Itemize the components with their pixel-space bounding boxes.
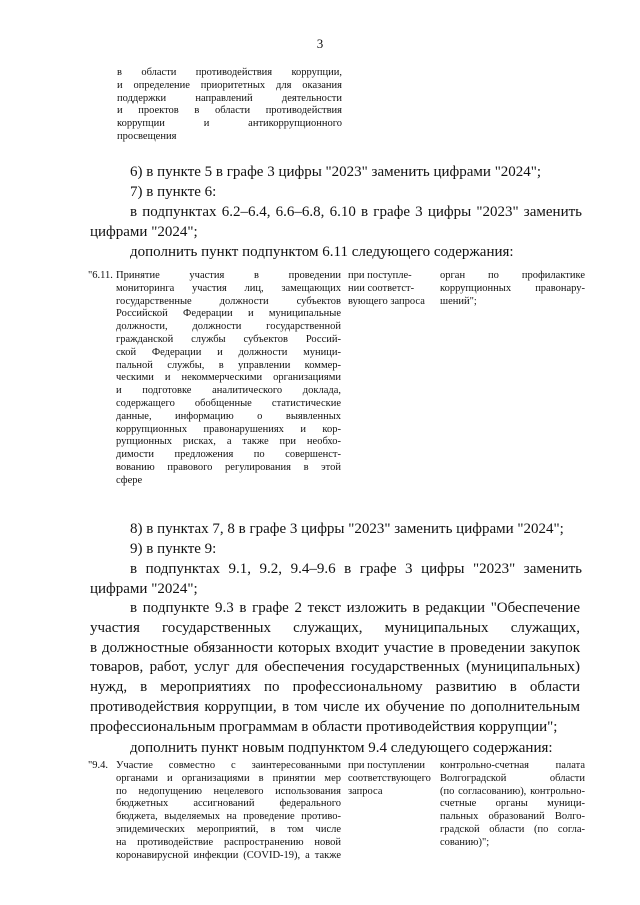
text-line: градской области (по согла- <box>440 823 585 835</box>
text-line: пальной службы, в управлении коммер- <box>116 359 341 371</box>
text-line: при поступле- <box>348 270 412 281</box>
text-line: и проектов в области противодействия <box>117 105 342 117</box>
text-line: участия государственных служащих, муниципальных служащих, <box>90 619 580 636</box>
row-number <box>88 760 116 773</box>
text-line: коронавирусной инфекции (COVID-19), а также <box>116 849 341 861</box>
text-line: мониторинга участия лиц, замещающих <box>116 282 341 294</box>
table-cell-continuation <box>117 67 342 144</box>
text-line: запроса <box>348 785 383 797</box>
text-line: должности, должности государственной <box>116 321 341 333</box>
text-line: счетные органы муници- <box>440 798 585 810</box>
page-number: 3 <box>316 36 324 51</box>
amendment-item-8: 8) в пунктах 7, 8 в графе 3 цифры "2023" заменить цифрами "2024"; <box>130 521 564 537</box>
text-line: при поступлении <box>348 760 425 771</box>
text-line: и определение приоритетных для оказания <box>117 79 342 91</box>
text-line: товаров, работ, услуг для обеспечения государственных (муниципальных) <box>90 659 580 676</box>
text-line: на противодействие распространению новой <box>116 836 341 848</box>
amendment-9-sub3: дополнить пункт новым подпунктом 9.4 следующего содержания: <box>130 740 553 756</box>
text-line: содержащего обобщенные статистические <box>116 397 341 409</box>
row-deadline <box>348 760 433 798</box>
text-line: бюджетных ассигнований федерального <box>116 798 341 810</box>
text-line: рупционных рисках, а также при необхо- <box>116 436 341 448</box>
text-line: вованию правового регулирования в этой <box>116 461 341 473</box>
amendment-9-sub1-line2: цифрами "2024"; <box>90 581 198 597</box>
amendment-9-sub2-paragraph <box>90 599 580 738</box>
text-line: Принятие участия в проведении <box>116 270 341 281</box>
amendment-7-sub1-line1: в подпунктах 6.2–6.4, 6.6–6.8, 6.10 в графе 3 цифры "2023" заменить <box>130 204 582 220</box>
amendment-7-sub2: дополнить пункт подпунктом 6.11 следующего содержания: <box>130 244 514 260</box>
row-description <box>116 270 341 488</box>
text-line: гражданской службы субъектов Россий- <box>116 333 341 345</box>
amendment-item-7: 7) в пункте 6: <box>130 184 217 200</box>
text-line: Российской Федерации и муниципальные <box>116 308 341 320</box>
amendment-item-9: 9) в пункте 9: <box>130 541 217 557</box>
text-line: бюджета, выделяемых на проведение противо- <box>116 811 341 823</box>
row-number <box>88 270 116 283</box>
text-line: эпидемических мероприятий, в том числе <box>116 823 341 835</box>
text-line: государственные должности субъектов <box>116 295 341 307</box>
row-number-text: "9.4. <box>88 760 109 771</box>
text-line: органами и организациями в принятии мер <box>116 772 341 784</box>
text-line: ческими и некоммерческими организациями <box>116 372 341 384</box>
text-line: шений"; <box>440 295 477 307</box>
text-line: просвещения <box>117 130 177 142</box>
text-line: в области противодействия коррупции, <box>117 67 342 78</box>
text-line: коррупционных правонару- <box>440 282 585 294</box>
text-line: пальных образований Волго- <box>440 811 585 823</box>
row-responsible <box>440 270 585 308</box>
text-line: противодействия коррупции, в том числе их обучение по дополнительным <box>90 698 580 715</box>
text-line: соответствующего <box>348 772 431 784</box>
text-line: (по согласованию), контрольно- <box>440 785 585 797</box>
text-line: Волгоградской области <box>440 772 585 784</box>
amendment-item-6: 6) в пункте 5 в графе 3 цифры "2023" заменить цифрами "2024"; <box>130 164 542 180</box>
text-line: по недопущению нецелевого использования <box>116 785 341 797</box>
table-row-6-11 <box>88 270 588 505</box>
row-responsible <box>440 760 585 850</box>
text-line: нии соответст- <box>348 282 415 294</box>
text-line: поддержки направлений деятельности <box>117 92 342 104</box>
text-line: сованию)"; <box>440 836 490 848</box>
amendment-7-sub1-line2: цифрами "2024"; <box>90 224 198 240</box>
row-deadline <box>348 270 433 308</box>
text-line: димости предложения по совершенст- <box>116 449 341 461</box>
text-line: данные, информацию о выявленных <box>116 410 341 422</box>
text-line: орган по профилактике <box>440 270 585 281</box>
text-line: коррупции и антикоррупционного <box>117 118 342 130</box>
text-line: сфере <box>116 474 143 486</box>
text-line: ской Федерации и должности муници- <box>116 346 341 358</box>
text-line: в подпункте 9.3 в графе 2 текст изложить в редакции "Обеспечение <box>130 600 580 616</box>
row-number-text: "6.11. <box>88 270 113 281</box>
table-row-9-4 <box>88 760 588 870</box>
text-line: в должностные обязанности которых входит участие в проведении закупок <box>90 639 580 656</box>
text-line: вующего запроса <box>348 295 425 307</box>
row-description <box>116 760 341 862</box>
text-line: коррупционных правонарушениях и кор- <box>116 423 341 435</box>
text-line: и подготовке аналитического доклада, <box>116 385 341 397</box>
amendment-9-sub1-line1: в подпунктах 9.1, 9.2, 9.4–9.6 в графе 3 цифры "2023" заменить <box>130 561 582 577</box>
text-line: контрольно-счетная палата <box>440 760 585 771</box>
text-line: нужд, в мероприятиях по профессиональному развитию в области <box>90 679 580 696</box>
text-line: профессиональным программам в области противодействия коррупции"; <box>90 718 558 735</box>
text-line: Участие совместно с заинтересованными <box>116 760 341 771</box>
